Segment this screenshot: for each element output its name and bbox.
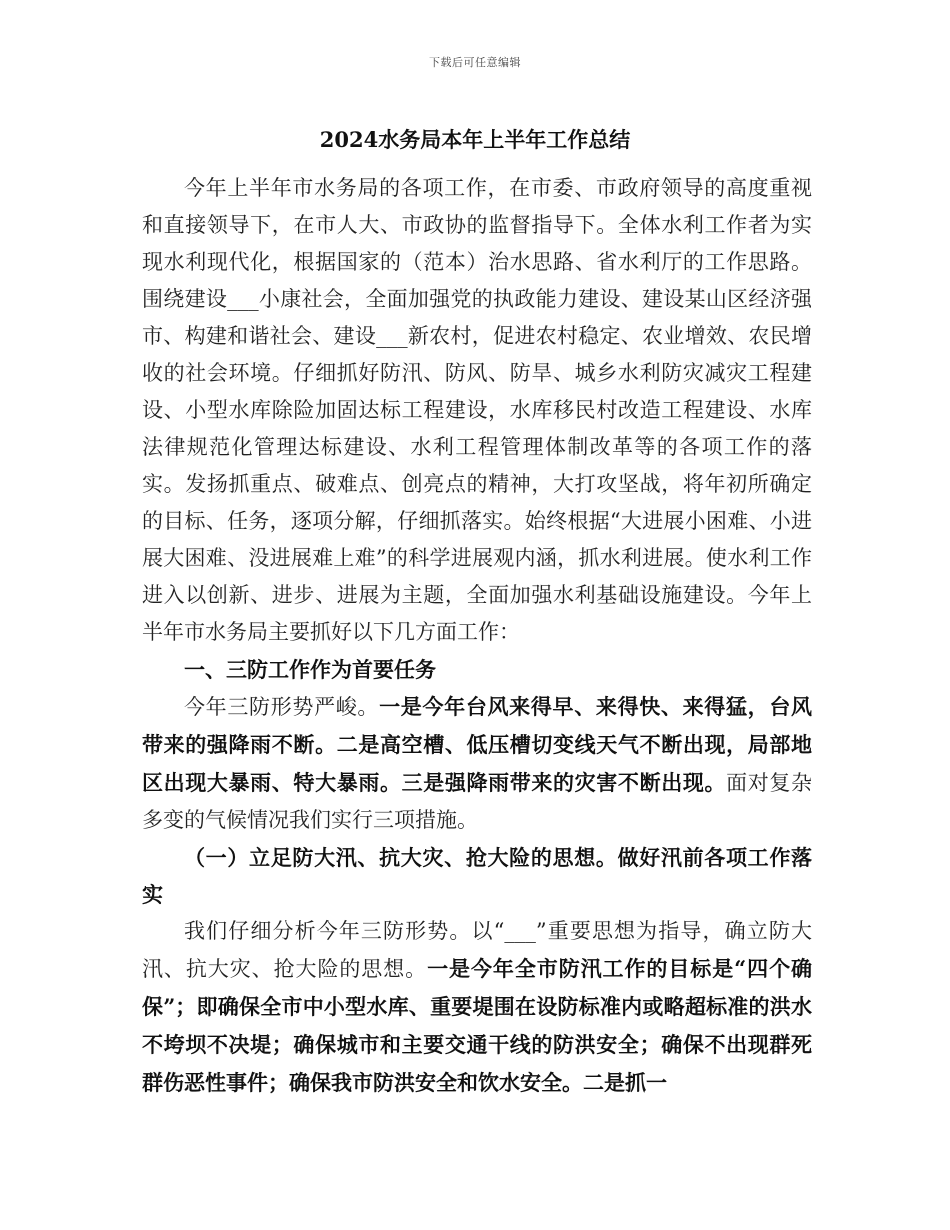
intro-paragraph: 今年上半年市水务局的各项工作，在市委、市政府领导的高度重视和直接领导下，在市人大、市政协的监督指导下。全体水利工作者为实现水利现代化，根据国家的（范本）治水思路、省水利厅的工作思路。围绕建设___小康社会，全面加强党的执政能力建设、建设某山区经济强市、构建和谐社会、建设___新农村，促进农村稳定、农业增效、农民增收的社会环境。仔细抓好防汛、防风、防旱、城乡水利防灾减灾工程建设、小型水库除险加固达标工程建设，水库移民村改造工程建设、水库法律规范化管理达标建设、水利工程管理体制改革等的各项工作的落实。发扬抓重点、破难点、创亮点的精神，大打攻坚战，将年初所确定的目标、任务，逐项分解，仔细抓落实。始终根据“大进展小困难、小进展大困难、没进展难上难”的科学进展观内涵，抓水利进展。使水利工作进入以创新、进步、进展为主题，全面加强水利基础设施建设。今年上半年市水务局主要抓好以下几方面工作： [142, 176, 812, 644]
section-heading: 一、三防工作作为首要任务 [184, 657, 436, 682]
paragraph-lead: 今年三防形势严峻。 [184, 695, 380, 719]
paragraph-bold-text: 一是今年全市防汛工作的目标是“四个确保”；即确保全市中小型水库、重要堤围在设防标准内或略超标准的洪水不垮坝不决堤；确保城市和主要交通干线的防洪安全；确保不出现群死群伤恶性事件；确保我市防洪安全和饮水安全。二是抓一 [142, 956, 813, 1095]
subsection-paragraph [142, 913, 812, 1102]
document-body [142, 170, 812, 1102]
subsection-heading: （一）立足防大汛、抗大灾、抢大险的思想。做好汛前各项工作落实 [142, 845, 812, 907]
paragraph-lead: 我们仔细分析今年三防形势。以“___”重要思想为指导，确立防大汛、抗大灾、抢大险的思想。 [142, 919, 812, 981]
paragraph-bold-text: 一是今年台风来得早、来得快、来得猛，台风带来的强降雨不断。二是高空槽、低压槽切变线天气不断出现，局部地区出现大暴雨、特大暴雨。三是强降雨带来的灾害不断出现。 [142, 694, 813, 795]
paragraph-tail: 面对复杂多变的气候情况我们实行三项措施。 [142, 771, 813, 832]
header-note: 下载后可任意编辑 [429, 56, 521, 69]
section-paragraph [142, 688, 812, 839]
document-title: 2024水务局本年上半年工作总结 [319, 127, 631, 152]
